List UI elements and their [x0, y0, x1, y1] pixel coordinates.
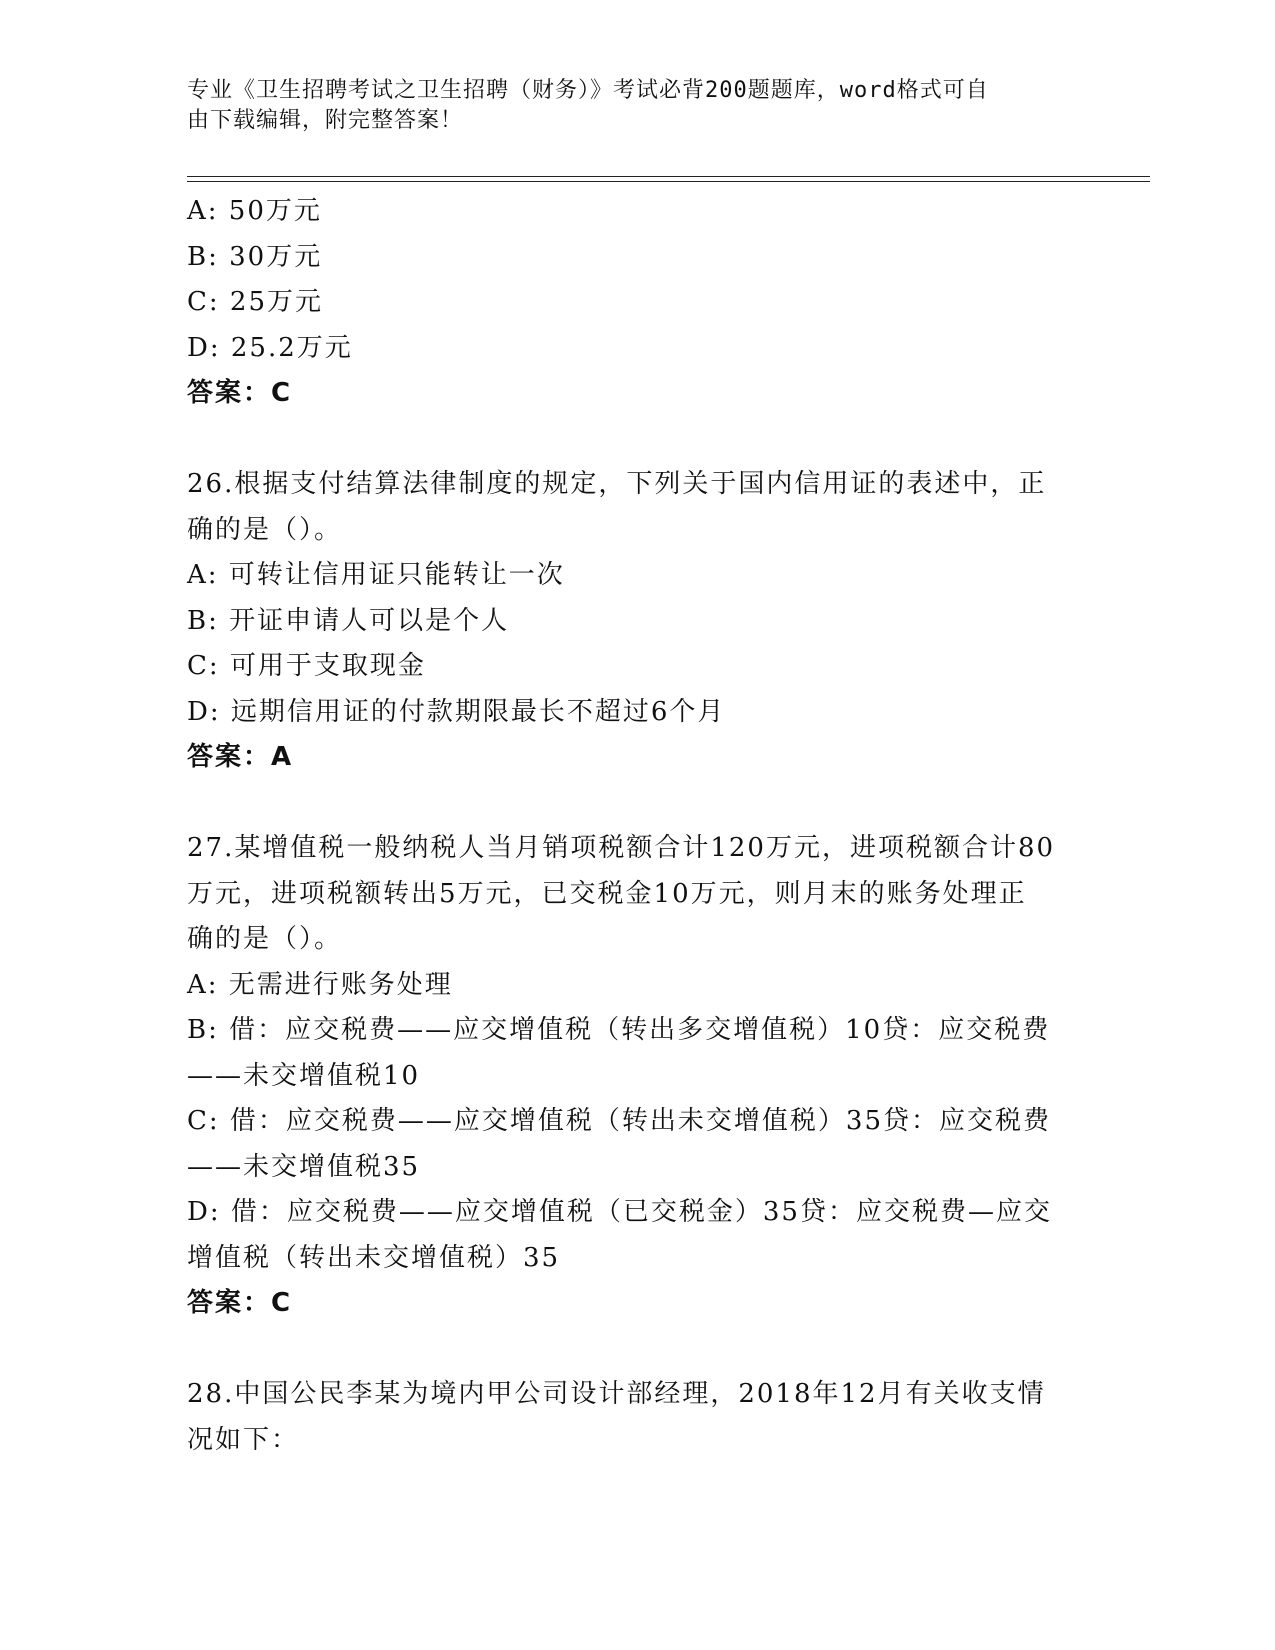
header-line-2: 由下载编辑，附完整答案！ [187, 108, 464, 133]
question-27 [187, 826, 1087, 1327]
question-26 [187, 462, 1087, 781]
question-stem-line: 万元，进项税额转出5万元，已交税金10万元，则月末的账务处理正 [187, 878, 1027, 909]
question-stem-line: 27.某增值税一般纳税人当月销项税额合计120万元，进项税额合计80 [187, 833, 1056, 863]
option-b: B: 借：应交税费——应交增值税（转出多交增值税）10贷：应交税费 [187, 1015, 1051, 1045]
header-rule-bottom [187, 181, 1150, 182]
option-b: B: 开证申请人可以是个人 [187, 605, 510, 636]
option-b: B: 30万元 [187, 241, 323, 272]
spacer [187, 417, 1087, 463]
answer: 答案：C [187, 1288, 293, 1318]
question-content [187, 189, 1087, 1463]
option-d: D: 25.2万元 [187, 332, 353, 363]
header-rule-top [187, 176, 1150, 177]
question-stem-line: 确的是（）。 [187, 514, 343, 545]
option-a: A: 可转让信用证只能转让一次 [187, 560, 565, 590]
answer: 答案：A [187, 742, 294, 772]
option-a: A: 50万元 [187, 196, 322, 226]
question-28 [187, 1372, 1087, 1463]
option-d: D: 远期信用证的付款期限最长不超过6个月 [187, 696, 726, 727]
answer: 答案：C [187, 378, 293, 408]
header-line-1: 专业《卫生招聘考试之卫生招聘（财务）》考试必背200题题库，word格式可自 [187, 78, 989, 103]
question-stem-line: 况如下： [187, 1424, 300, 1455]
question-25 [187, 189, 1087, 417]
option-a: A: 无需进行账务处理 [187, 969, 453, 1000]
option-c: C: 25万元 [187, 287, 324, 317]
option-c-continued: ——未交增值税35 [187, 1151, 421, 1182]
option-d: D: 借：应交税费——应交增值税（已交税金）35贷：应交税费—应交 [187, 1197, 1052, 1227]
spacer [187, 781, 1087, 827]
question-stem-line: 28.中国公民李某为境内甲公司设计部经理，2018年12月有关收支情 [187, 1379, 1046, 1409]
option-d-continued: 增值税（转出未交增值税）35 [187, 1242, 561, 1273]
option-c: C: 可用于支取现金 [187, 651, 426, 681]
option-b-continued: ——未交增值税10 [187, 1060, 421, 1091]
question-stem-line: 确的是（）。 [187, 924, 343, 954]
question-stem-line: 26.根据支付结算法律制度的规定，下列关于国内信用证的表述中，正 [187, 469, 1047, 499]
option-c: C: 借：应交税费——应交增值税（转出未交增值税）35贷：应交税费 [187, 1106, 1052, 1136]
document-header [187, 76, 1067, 136]
spacer [187, 1327, 1087, 1373]
